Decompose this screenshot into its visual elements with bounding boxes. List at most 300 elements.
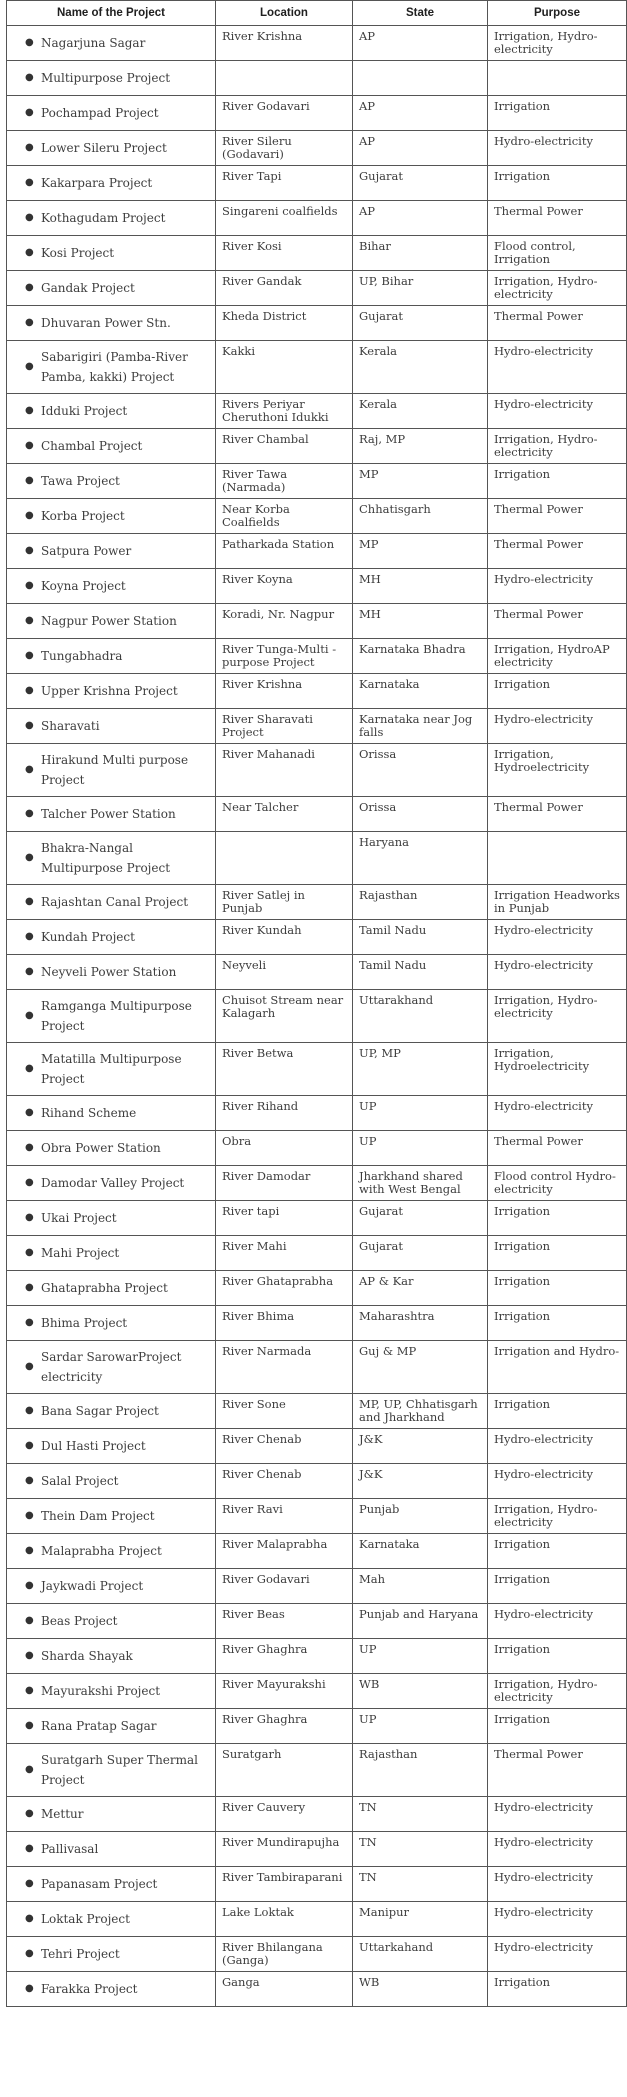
- project-name: Loktak Project: [41, 1912, 130, 1926]
- bullet-icon: ●: [25, 360, 34, 372]
- project-name-cell: [7, 499, 216, 534]
- purpose-cell: Irrigation and Hydro-: [488, 1341, 627, 1394]
- table-row: [7, 26, 627, 61]
- project-name: Idduki Project: [41, 404, 128, 418]
- project-name: Kothagudam Project: [41, 211, 166, 225]
- purpose-cell: Thermal Power: [488, 604, 627, 639]
- state-cell: Kerala: [353, 394, 488, 429]
- state-cell: Maharashtra: [353, 1306, 488, 1341]
- project-name-cell: [7, 201, 216, 236]
- purpose-cell: [488, 832, 627, 885]
- location-cell: River Sone: [216, 1394, 353, 1429]
- table-row: [7, 236, 627, 271]
- project-name: Dhuvaran Power Stn.: [41, 316, 171, 330]
- bullet-icon: ●: [25, 649, 34, 661]
- project-name-cell: [7, 1306, 216, 1341]
- purpose-cell: Hydro-electricity: [488, 1604, 627, 1639]
- purpose-cell: Hydro-electricity: [488, 709, 627, 744]
- project-name-cell: [7, 920, 216, 955]
- purpose-cell: Hydro-electricity: [488, 1797, 627, 1832]
- state-cell: Karnataka Bhadra: [353, 639, 488, 674]
- state-cell: MP, UP, Chhatisgarh and Jharkhand: [353, 1394, 488, 1429]
- table-row: [7, 832, 627, 885]
- location-cell: River Cauvery: [216, 1797, 353, 1832]
- bullet-icon: ●: [25, 1877, 34, 1889]
- state-cell: UP: [353, 1131, 488, 1166]
- project-name: Bhima Project: [41, 1316, 128, 1330]
- bullet-icon: ●: [25, 1509, 34, 1521]
- table-row: [7, 1043, 627, 1096]
- table-row: [7, 1902, 627, 1937]
- state-cell: Punjab and Haryana: [353, 1604, 488, 1639]
- purpose-cell: Irrigation: [488, 1972, 627, 2007]
- project-name: Talcher Power Station: [41, 807, 176, 821]
- state-cell: MP: [353, 464, 488, 499]
- state-cell: Bihar: [353, 236, 488, 271]
- table-row: [7, 1306, 627, 1341]
- table-row: [7, 1131, 627, 1166]
- bullet-icon: ●: [25, 404, 34, 416]
- state-cell: AP: [353, 131, 488, 166]
- project-name: Thein Dam Project: [41, 1509, 155, 1523]
- bullet-icon: ●: [25, 176, 34, 188]
- location-cell: River Tawa (Narmada): [216, 464, 353, 499]
- location-cell: Chuisot Stream near Kalagarh: [216, 990, 353, 1043]
- table-row: [7, 1569, 627, 1604]
- bullet-icon: ●: [25, 141, 34, 153]
- purpose-cell: Irrigation: [488, 1709, 627, 1744]
- purpose-cell: Hydro-electricity: [488, 131, 627, 166]
- bullet-icon: ●: [25, 684, 34, 696]
- location-cell: River Malaprabha: [216, 1534, 353, 1569]
- purpose-cell: Irrigation, Hydro-electricity: [488, 26, 627, 61]
- project-name-cell: [7, 797, 216, 832]
- purpose-cell: Thermal Power: [488, 499, 627, 534]
- state-cell: Karnataka: [353, 674, 488, 709]
- purpose-cell: Irrigation Headworks in Punjab: [488, 885, 627, 920]
- table-row: [7, 534, 627, 569]
- bullet-icon: ●: [25, 895, 34, 907]
- state-cell: Haryana: [353, 832, 488, 885]
- table-row: [7, 341, 627, 394]
- purpose-cell: Hydro-electricity: [488, 1096, 627, 1131]
- purpose-cell: Thermal Power: [488, 797, 627, 832]
- project-name: Bhakra-Nangal Multipurpose Project: [41, 841, 171, 875]
- bullet-icon: ●: [25, 1544, 34, 1556]
- project-name-cell: [7, 885, 216, 920]
- header-state: State: [353, 1, 488, 26]
- table-row: [7, 674, 627, 709]
- state-cell: Rajasthan: [353, 1744, 488, 1797]
- project-name: Jaykwadi Project: [41, 1579, 144, 1593]
- location-cell: River Chenab: [216, 1464, 353, 1499]
- bullet-icon: ●: [25, 544, 34, 556]
- project-name-cell: [7, 569, 216, 604]
- purpose-cell: Irrigation: [488, 1534, 627, 1569]
- project-name-cell: [7, 1131, 216, 1166]
- project-name-cell: [7, 306, 216, 341]
- project-name: Sabarigiri (Pamba-River Pamba, kakki) Project: [41, 350, 188, 384]
- purpose-cell: Irrigation: [488, 96, 627, 131]
- location-cell: River Ghaghra: [216, 1639, 353, 1674]
- project-name-cell: [7, 534, 216, 569]
- table-row: [7, 1429, 627, 1464]
- purpose-cell: Hydro-electricity: [488, 569, 627, 604]
- purpose-cell: Hydro-electricity: [488, 920, 627, 955]
- table-row: [7, 394, 627, 429]
- header-project-name: Name of the Project: [7, 1, 216, 26]
- bullet-icon: ●: [25, 614, 34, 626]
- state-cell: Manipur: [353, 1902, 488, 1937]
- bullet-icon: ●: [25, 807, 34, 819]
- purpose-cell: Hydro-electricity: [488, 1937, 627, 1972]
- project-name: Kundah Project: [41, 930, 135, 944]
- bullet-icon: ●: [25, 474, 34, 486]
- bullet-icon: ●: [25, 71, 34, 83]
- header-row: [7, 1, 627, 26]
- table-row: [7, 131, 627, 166]
- location-cell: Rivers Periyar Cheruthoni Idukki: [216, 394, 353, 429]
- table-row: [7, 990, 627, 1043]
- purpose-cell: Irrigation, Hydro-electricity: [488, 990, 627, 1043]
- location-cell: River Koyna: [216, 569, 353, 604]
- project-name: Farakka Project: [41, 1982, 138, 1996]
- location-cell: River Sharavati Project: [216, 709, 353, 744]
- bullet-icon: ●: [25, 579, 34, 591]
- purpose-cell: Irrigation, HydroAP electricity: [488, 639, 627, 674]
- project-name: Damodar Valley Project: [41, 1176, 185, 1190]
- table-row: [7, 1201, 627, 1236]
- location-cell: Patharkada Station: [216, 534, 353, 569]
- bullet-icon: ●: [25, 1404, 34, 1416]
- state-cell: TN: [353, 1797, 488, 1832]
- location-cell: River Ghaghra: [216, 1709, 353, 1744]
- project-name: Pochampad Project: [41, 106, 159, 120]
- project-name-cell: [7, 429, 216, 464]
- location-cell: River Bhima: [216, 1306, 353, 1341]
- bullet-icon: ●: [25, 1360, 34, 1372]
- project-name-cell: [7, 1464, 216, 1499]
- location-cell: River Beas: [216, 1604, 353, 1639]
- project-name-cell: [7, 744, 216, 797]
- project-name-cell: [7, 96, 216, 131]
- project-name: Pallivasal: [41, 1842, 99, 1856]
- project-name-cell: [7, 271, 216, 306]
- purpose-cell: Irrigation, Hydroelectricity: [488, 744, 627, 797]
- table-row: [7, 920, 627, 955]
- purpose-cell: Irrigation: [488, 1271, 627, 1306]
- project-name-cell: [7, 131, 216, 166]
- project-name: Lower Sileru Project: [41, 141, 167, 155]
- location-cell: Suratgarh: [216, 1744, 353, 1797]
- location-cell: River Tunga-Multi - purpose Project: [216, 639, 353, 674]
- table-row: [7, 1867, 627, 1902]
- table-row: [7, 166, 627, 201]
- project-name: Gandak Project: [41, 281, 135, 295]
- purpose-cell: Irrigation, Hydro-electricity: [488, 1499, 627, 1534]
- table-row: [7, 1937, 627, 1972]
- state-cell: TN: [353, 1867, 488, 1902]
- bullet-icon: ●: [25, 1316, 34, 1328]
- purpose-cell: Hydro-electricity: [488, 341, 627, 394]
- project-name-cell: [7, 1394, 216, 1429]
- project-name: Ramganga Multipurpose Project: [41, 999, 192, 1033]
- location-cell: River Kundah: [216, 920, 353, 955]
- project-name-cell: [7, 639, 216, 674]
- table-row: [7, 604, 627, 639]
- project-name: Hirakund Multi purpose Project: [41, 753, 189, 787]
- table-row: [7, 1674, 627, 1709]
- bullet-icon: ●: [25, 316, 34, 328]
- location-cell: River Mahanadi: [216, 744, 353, 797]
- bullet-icon: ●: [25, 1211, 34, 1223]
- purpose-cell: Irrigation: [488, 1306, 627, 1341]
- bullet-icon: ●: [25, 719, 34, 731]
- table-row: [7, 955, 627, 990]
- project-name: Tehri Project: [41, 1947, 120, 1961]
- state-cell: Orissa: [353, 797, 488, 832]
- location-cell: Near Talcher: [216, 797, 353, 832]
- project-name: Satpura Power: [41, 544, 132, 558]
- table-row: [7, 1604, 627, 1639]
- table-row: [7, 709, 627, 744]
- state-cell: Rajasthan: [353, 885, 488, 920]
- location-cell: River Mahi: [216, 1236, 353, 1271]
- state-cell: AP: [353, 201, 488, 236]
- project-name: Koyna Project: [41, 579, 126, 593]
- table-row: [7, 464, 627, 499]
- purpose-cell: Flood control, Irrigation: [488, 236, 627, 271]
- location-cell: River Sileru (Godavari): [216, 131, 353, 166]
- state-cell: TN: [353, 1832, 488, 1867]
- project-name: Rajashtan Canal Project: [41, 895, 189, 909]
- bullet-icon: ●: [25, 851, 34, 863]
- project-name-cell: [7, 1166, 216, 1201]
- project-name-cell: [7, 1867, 216, 1902]
- purpose-cell: Flood control Hydro-electricity: [488, 1166, 627, 1201]
- state-cell: [353, 61, 488, 96]
- location-cell: River Damodar: [216, 1166, 353, 1201]
- state-cell: WB: [353, 1674, 488, 1709]
- project-name: Bana Sagar Project: [41, 1404, 159, 1418]
- bullet-icon: ●: [25, 36, 34, 48]
- location-cell: Obra: [216, 1131, 353, 1166]
- project-name-cell: [7, 1499, 216, 1534]
- project-name: Mahi Project: [41, 1246, 120, 1260]
- purpose-cell: Thermal Power: [488, 1744, 627, 1797]
- purpose-cell: Hydro-electricity: [488, 1832, 627, 1867]
- project-name: Nagarjuna Sagar: [41, 36, 146, 50]
- project-name: Matatilla Multipurpose Project: [41, 1052, 182, 1086]
- table-row: [7, 96, 627, 131]
- table-row: [7, 1534, 627, 1569]
- purpose-cell: Hydro-electricity: [488, 955, 627, 990]
- purpose-cell: Hydro-electricity: [488, 1464, 627, 1499]
- table-row: [7, 201, 627, 236]
- state-cell: J&K: [353, 1429, 488, 1464]
- location-cell: River Mayurakshi: [216, 1674, 353, 1709]
- state-cell: UP: [353, 1709, 488, 1744]
- project-name: Neyveli Power Station: [41, 965, 177, 979]
- projects-table-container: [6, 0, 626, 2007]
- project-name-cell: [7, 61, 216, 96]
- state-cell: Gujarat: [353, 166, 488, 201]
- table-body: [7, 26, 627, 2007]
- state-cell: Tamil Nadu: [353, 955, 488, 990]
- table-row: [7, 569, 627, 604]
- bullet-icon: ●: [25, 1807, 34, 1819]
- location-cell: Ganga: [216, 1972, 353, 2007]
- state-cell: Uttarkahand: [353, 1937, 488, 1972]
- project-name-cell: [7, 955, 216, 990]
- state-cell: Guj & MP: [353, 1341, 488, 1394]
- bullet-icon: ●: [25, 1439, 34, 1451]
- project-name-cell: [7, 1043, 216, 1096]
- table-row: [7, 1271, 627, 1306]
- state-cell: MP: [353, 534, 488, 569]
- bullet-icon: ●: [25, 211, 34, 223]
- project-name: Chambal Project: [41, 439, 143, 453]
- project-name: Salal Project: [41, 1474, 119, 1488]
- project-name: Tawa Project: [41, 474, 120, 488]
- project-name: Tungabhadra: [41, 649, 123, 663]
- project-name: Upper Krishna Project: [41, 684, 178, 698]
- project-name-cell: [7, 1534, 216, 1569]
- project-name-cell: [7, 1604, 216, 1639]
- location-cell: River Betwa: [216, 1043, 353, 1096]
- state-cell: UP: [353, 1639, 488, 1674]
- state-cell: UP, Bihar: [353, 271, 488, 306]
- project-name-cell: [7, 1797, 216, 1832]
- state-cell: Gujarat: [353, 1236, 488, 1271]
- bullet-icon: ●: [25, 1763, 34, 1775]
- project-name: Sharavati: [41, 719, 100, 733]
- purpose-cell: Irrigation: [488, 464, 627, 499]
- project-name-cell: [7, 394, 216, 429]
- project-name-cell: [7, 1569, 216, 1604]
- state-cell: Gujarat: [353, 1201, 488, 1236]
- project-name: Beas Project: [41, 1614, 118, 1628]
- project-name: Korba Project: [41, 509, 125, 523]
- bullet-icon: ●: [25, 439, 34, 451]
- location-cell: River Tambiraparani: [216, 1867, 353, 1902]
- purpose-cell: Irrigation, Hydro-electricity: [488, 271, 627, 306]
- state-cell: Kerala: [353, 341, 488, 394]
- bullet-icon: ●: [25, 1649, 34, 1661]
- project-name-cell: [7, 1832, 216, 1867]
- state-cell: Karnataka: [353, 1534, 488, 1569]
- bullet-icon: ●: [25, 1009, 34, 1021]
- state-cell: Raj, MP: [353, 429, 488, 464]
- state-cell: Tamil Nadu: [353, 920, 488, 955]
- table-row: [7, 1394, 627, 1429]
- project-name-cell: [7, 236, 216, 271]
- state-cell: Karnataka near Jog falls: [353, 709, 488, 744]
- table-row: [7, 1709, 627, 1744]
- bullet-icon: ●: [25, 1474, 34, 1486]
- table-row: [7, 499, 627, 534]
- table-header: [7, 1, 627, 26]
- purpose-cell: Thermal Power: [488, 201, 627, 236]
- project-name: Ghataprabha Project: [41, 1281, 168, 1295]
- table-row: [7, 1832, 627, 1867]
- project-name: Dul Hasti Project: [41, 1439, 146, 1453]
- bullet-icon: ●: [25, 1281, 34, 1293]
- header-location: Location: [216, 1, 353, 26]
- location-cell: River Ghataprabha: [216, 1271, 353, 1306]
- project-name: Rana Pratap Sagar: [41, 1719, 157, 1733]
- location-cell: Neyveli: [216, 955, 353, 990]
- purpose-cell: Irrigation: [488, 674, 627, 709]
- state-cell: Punjab: [353, 1499, 488, 1534]
- purpose-cell: Irrigation: [488, 1394, 627, 1429]
- location-cell: Singareni coalfields: [216, 201, 353, 236]
- location-cell: Kakki: [216, 341, 353, 394]
- purpose-cell: Irrigation: [488, 1639, 627, 1674]
- state-cell: MH: [353, 569, 488, 604]
- table-row: [7, 1236, 627, 1271]
- purpose-cell: Irrigation: [488, 166, 627, 201]
- location-cell: River Tapi: [216, 166, 353, 201]
- project-name: Mayurakshi Project: [41, 1684, 161, 1698]
- project-name-cell: [7, 674, 216, 709]
- bullet-icon: ●: [25, 763, 34, 775]
- location-cell: [216, 832, 353, 885]
- projects-table: [6, 0, 627, 2007]
- state-cell: AP & Kar: [353, 1271, 488, 1306]
- project-name: Rihand Scheme: [41, 1106, 137, 1120]
- location-cell: Koradi, Nr. Nagpur: [216, 604, 353, 639]
- table-row: [7, 639, 627, 674]
- table-row: [7, 744, 627, 797]
- bullet-icon: ●: [25, 1141, 34, 1153]
- bullet-icon: ●: [25, 509, 34, 521]
- project-name: Sharda Shayak: [41, 1649, 133, 1663]
- project-name-cell: [7, 990, 216, 1043]
- purpose-cell: Irrigation, Hydroelectricity: [488, 1043, 627, 1096]
- bullet-icon: ●: [25, 1579, 34, 1591]
- table-row: [7, 1464, 627, 1499]
- project-name-cell: [7, 464, 216, 499]
- purpose-cell: Irrigation: [488, 1236, 627, 1271]
- bullet-icon: ●: [25, 1106, 34, 1118]
- purpose-cell: Thermal Power: [488, 534, 627, 569]
- bullet-icon: ●: [25, 1947, 34, 1959]
- bullet-icon: ●: [25, 1062, 34, 1074]
- project-name-cell: [7, 1744, 216, 1797]
- state-cell: Chhatisgarh: [353, 499, 488, 534]
- bullet-icon: ●: [25, 1246, 34, 1258]
- project-name-cell: [7, 26, 216, 61]
- state-cell: Uttarakhand: [353, 990, 488, 1043]
- table-row: [7, 1166, 627, 1201]
- project-name-cell: [7, 1201, 216, 1236]
- state-cell: Orissa: [353, 744, 488, 797]
- table-row: [7, 429, 627, 464]
- location-cell: River Gandak: [216, 271, 353, 306]
- project-name: Nagpur Power Station: [41, 614, 177, 628]
- location-cell: River Godavari: [216, 1569, 353, 1604]
- location-cell: River Krishna: [216, 674, 353, 709]
- state-cell: Gujarat: [353, 306, 488, 341]
- purpose-cell: Irrigation, Hydro-electricity: [488, 1674, 627, 1709]
- project-name: Suratgarh Super Thermal Project: [41, 1753, 199, 1787]
- location-cell: River Bhilangana (Ganga): [216, 1937, 353, 1972]
- location-cell: River tapi: [216, 1201, 353, 1236]
- project-name: Multipurpose Project: [41, 71, 171, 85]
- bullet-icon: ●: [25, 1719, 34, 1731]
- purpose-cell: Hydro-electricity: [488, 1867, 627, 1902]
